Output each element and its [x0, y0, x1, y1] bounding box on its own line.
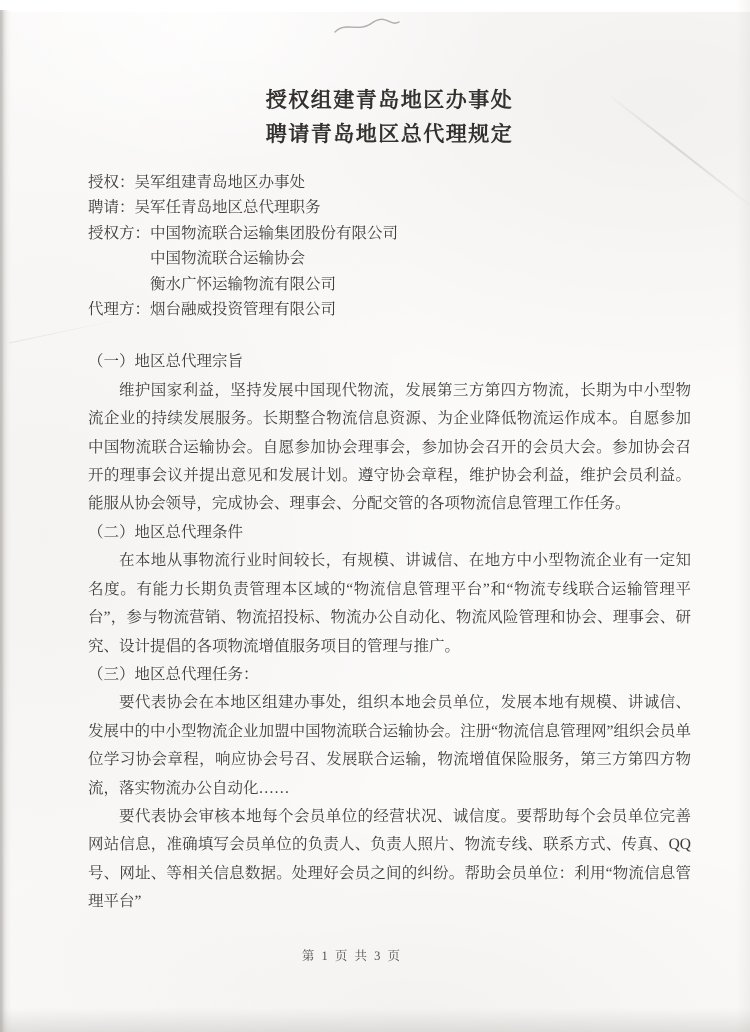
meta-row-appointment: [88, 195, 691, 220]
meta-row-agent: [88, 297, 691, 322]
scan-right-edge-shade: [736, 0, 750, 1032]
meta-value: 衡水广怀运输物流有限公司: [150, 275, 337, 293]
title-line-1: 授权组建青岛地区办事处: [265, 88, 514, 112]
meta-row-authorization: [88, 170, 691, 195]
document-body: [88, 0, 691, 917]
meta-label: 聘请：: [88, 199, 135, 217]
scan-left-edge-shadow: [0, 10, 12, 1032]
section-2-heading: （二）地区总代理条件: [88, 523, 244, 541]
meta-block: [88, 170, 691, 322]
section-1-heading: （一）地区总代理宗旨: [88, 353, 244, 371]
section-3-paragraph-2: 要代表协会审核本地每个会员单位的经营状况、诚信度。要帮助每个会员单位完善网站信息，准确填写会员单位的负责人、负责人照片、物流专线、联系方式、传真、QQ 号、网址、等相关信息数据。处理好会员之间的纠纷。帮助会员单位：利用“物流信息管理平台”: [88, 807, 691, 911]
meta-value: 吴军任青岛地区总代理职务: [134, 199, 321, 217]
meta-row-authorizer-2: [88, 246, 691, 271]
meta-value: 吴军组建青岛地区办事处: [134, 174, 306, 191]
meta-row-authorizer: [88, 221, 691, 246]
section-3-heading: （三）地区总代理任务：: [88, 665, 259, 683]
meta-value: 烟台融威投资管理有限公司: [150, 301, 337, 319]
section-3-paragraph-1: 要代表协会在本地区组建办事处，组织本地会员单位，发展本地有规模、讲诚信、发展中的中小型物流企业加盟中国物流联合运输协会。注册“物流信息管理网”组织会员单位学习协会章程，响应协会号召、发展联合运输，物流增值保险服务，第三方第四方物流，落实物流办公自动化……: [88, 694, 691, 797]
meta-value: 中国物流联合运输协会: [150, 250, 306, 268]
meta-label: 代理方：: [88, 301, 151, 319]
section-1-paragraph: 维护国家利益，坚持发展中国现代物流，发展第三方第四方物流，长期为中小型物流企业的持续发展服务。长期整合物流信息资源、为企业降低物流运作成本。自愿参加中国物流联合运输协会。自愿参加协会理事会，参加协会召开的会员大会。参加协会召开的理事会议并提出意见和发展计划。遵守协会章程，维护协会利益，维护会员利益。能服从协会领导，完成协会、理事会、分配交管的各项物流信息管理工作任务。: [88, 381, 691, 513]
scan-bottom-edge-shade: [0, 1008, 750, 1032]
sections-block: [88, 348, 691, 916]
section-2-paragraph: 在本地从事物流行业时间较长，有规模、讲诚信、在地方中小型物流企业有一定知名度。有能力长期负责管理本区域的“物流信息管理平台”和“物流专线联合运输管理平台”，参与物流营销、物流招投标、物流办公自动化、物流风险管理和协会、理事会、研究、设计提倡的各项物流增值服务项目的管理与推广。: [88, 552, 691, 655]
document-title: [88, 83, 691, 151]
meta-row-authorizer-3: [88, 272, 691, 297]
title-line-2: 聘请青岛地区总代理规定: [265, 122, 514, 146]
meta-value: 中国物流联合运输集团股份有限公司: [150, 224, 399, 242]
page-number: 第 1 页 共 3 页: [301, 949, 403, 963]
meta-label: 授权方：: [88, 224, 151, 242]
meta-label: 授权：: [88, 174, 135, 191]
